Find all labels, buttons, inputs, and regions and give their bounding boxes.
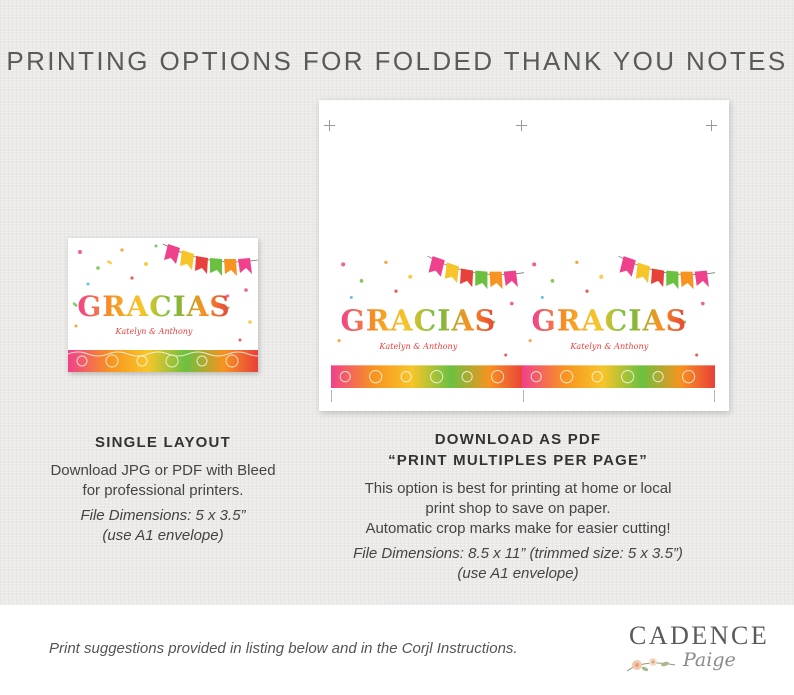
pdf-option-line1: This option is best for printing at home or local [364, 480, 672, 497]
sheet-card-names: Katelyn & Anthony [379, 340, 458, 351]
pdf-option-line2: print shop to save on paper. [425, 500, 611, 517]
card-names: Katelyn & Anthony [115, 327, 193, 336]
single-layout-line1: Download JPG or PDF with Bleed [50, 462, 276, 479]
pdf-option-subheading: “PRINT MULTIPLES PER PAGE” [388, 452, 648, 469]
pdf-option-dimensions: File Dimensions: 8.5 x 11” (trimmed size: 5 x 3.5”) [353, 545, 683, 562]
brand-logo [623, 619, 770, 689]
crop-mark [523, 390, 524, 402]
single-layout-dimensions: File Dimensions: 5 x 3.5” [80, 507, 246, 524]
crop-mark [516, 120, 527, 131]
single-layout-heading: SINGLE LAYOUT [95, 434, 231, 451]
footer [0, 605, 794, 695]
sheet-card-left [331, 250, 524, 388]
card-artwork [68, 238, 258, 372]
footer-note: Print suggestions provided in listing below and in the Corjl Instructions. [49, 640, 518, 657]
bunting-flag [210, 258, 222, 276]
crop-mark [331, 390, 332, 402]
crop-mark [706, 120, 717, 131]
flower-icon [623, 651, 679, 677]
brand-name: CADENCE [629, 621, 770, 650]
single-layout-section [20, 432, 306, 546]
page-title: PRINTING OPTIONS FOR FOLDED THANK YOU NOTES [6, 46, 788, 76]
pdf-option-section [318, 429, 718, 584]
sheet-card-right [522, 250, 715, 388]
pdf-option-envelope: (use A1 envelope) [457, 565, 579, 582]
pdf-option-heading: DOWNLOAD AS PDF [434, 431, 602, 448]
sheet-card-greeting: GRACIAS [531, 303, 688, 338]
card-greeting: GRACIAS [77, 290, 231, 323]
single-card-preview [68, 238, 258, 372]
bunting-flag [238, 258, 252, 274]
brand-sub: Paige [683, 649, 736, 671]
crop-mark [714, 390, 715, 402]
single-layout-line2: for professional printers. [82, 482, 244, 499]
pdf-sheet-preview [319, 100, 729, 411]
bunting-flag [164, 244, 180, 264]
sheet-card-names: Katelyn & Anthony [570, 340, 649, 351]
sheet-card-greeting: GRACIAS [340, 303, 497, 338]
bunting-flag [195, 256, 208, 274]
pdf-option-line3: Automatic crop marks make for easier cutting! [365, 520, 671, 537]
bunting-flag [180, 250, 194, 270]
crop-mark [324, 120, 335, 131]
bunting-flag [224, 259, 237, 276]
single-layout-envelope: (use A1 envelope) [102, 527, 224, 544]
